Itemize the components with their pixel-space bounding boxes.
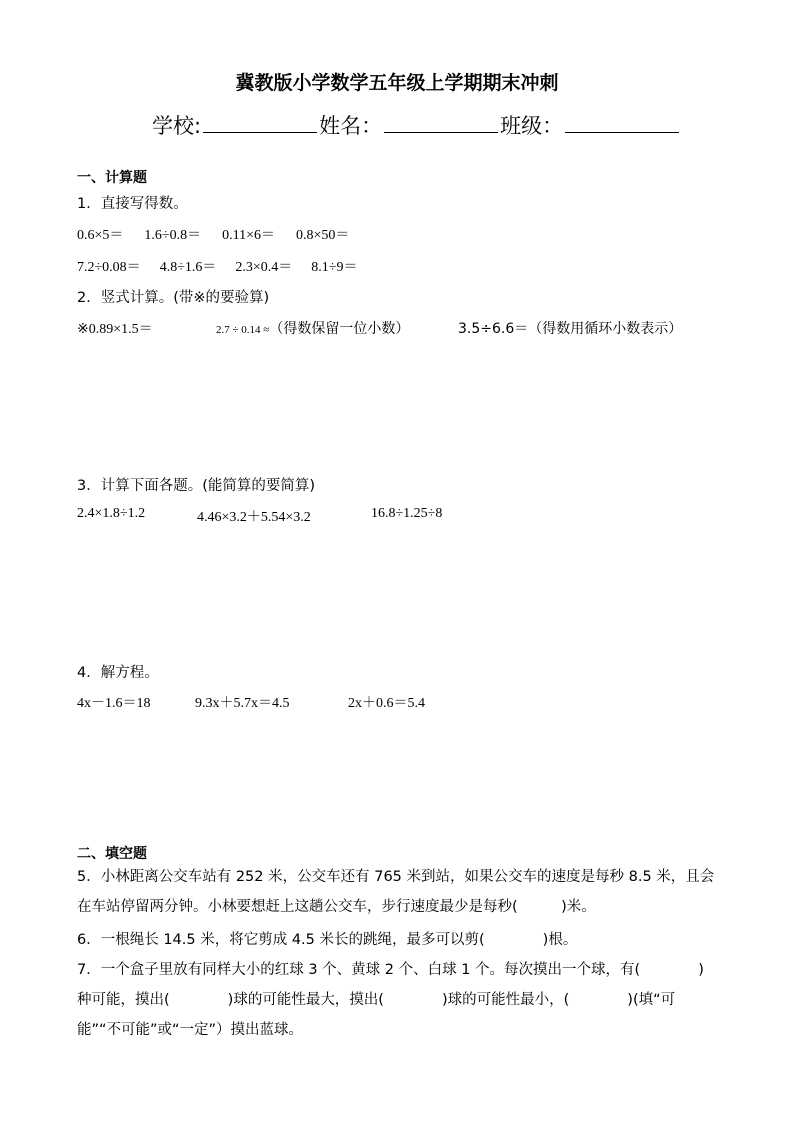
q3-item: 16.8÷1.25÷8: [371, 506, 443, 521]
school-blank[interactable]: [203, 114, 317, 133]
q4-item: 4x－1.6＝18: [77, 696, 151, 711]
class-blank[interactable]: [565, 114, 679, 133]
q2-item-2-expr: 2.7 ÷ 0.14 ≈: [216, 324, 270, 336]
name-blank[interactable]: [384, 114, 498, 133]
q1-item: 7.2÷0.08＝: [77, 260, 141, 275]
q1-row-2: [77, 256, 357, 276]
q2-item-3: 3.5÷6.6＝（得数用循环小数表示）: [458, 321, 683, 337]
question-3-label: 3．计算下面各题。(能简算的要简算): [77, 478, 316, 494]
q5-line-2: 在车站停留两分钟。小林要想赶上这趟公交车，步行速度最少是每秒( )米。: [77, 899, 596, 915]
student-info-line: [152, 110, 681, 140]
school-label: 学校:: [152, 114, 202, 138]
section-heading-fill-in: 二、填空题: [77, 846, 147, 862]
question-6: 6．一根绳长 14.5 米，将它剪成 4.5 米长的跳绳，最多可以剪( )根。: [77, 932, 578, 948]
q1-row-1: [77, 224, 349, 244]
question-7: [77, 955, 753, 1045]
q2-item-1: ※0.89×1.5＝: [77, 322, 153, 337]
q4-item: 2x＋0.6＝5.4: [348, 696, 425, 711]
page-title: 冀教版小学数学五年级上学期期末冲刺: [235, 72, 559, 94]
name-label: 姓名：: [319, 114, 383, 138]
question-4-label: 4．解方程。: [77, 665, 159, 681]
q1-item: 0.11×6＝: [222, 228, 275, 243]
q3-item: 4.46×3.2＋5.54×3.2: [197, 510, 311, 525]
q7-line-3: 能”“不可能”或“一定”）摸出蓝球。: [77, 1022, 304, 1038]
q7-line-2: 种可能，摸出( )球的可能性最大，摸出( )球的可能性最小，( )(填“可: [77, 992, 676, 1008]
q1-item: 4.8÷1.6＝: [159, 260, 217, 275]
q1-item: 2.3×0.4＝: [235, 260, 293, 275]
q1-item: 0.8×50＝: [295, 228, 350, 243]
q3-item: 2.4×1.8÷1.2: [77, 506, 146, 521]
q1-item: 1.6÷0.8＝: [144, 228, 202, 243]
q1-item: 8.1÷9＝: [311, 260, 358, 275]
class-label: 班级：: [500, 114, 564, 138]
q4-item: 9.3x＋5.7x＝4.5: [195, 696, 290, 711]
q2-item-2-note: （得数保留一位小数）: [269, 321, 410, 337]
question-1-label: 1．直接写得数。: [77, 196, 188, 212]
q5-line-1: 5．小林距离公交车站有 252 米，公交车还有 765 米到站，如果公交车的速度是每秒 8.5 米，且会: [77, 869, 715, 885]
section-heading-calculation: 一、计算题: [77, 170, 147, 186]
q7-line-1: 7．一个盒子里放有同样大小的红球 3 个、黄球 2 个、白球 1 个。每次摸出一个球，有( ): [77, 962, 704, 978]
q1-item: 0.6×5＝: [77, 228, 124, 243]
question-2-label: 2．竖式计算。(带※的要验算): [77, 290, 270, 306]
question-5: [77, 862, 753, 922]
q2-item-2: [216, 318, 409, 338]
